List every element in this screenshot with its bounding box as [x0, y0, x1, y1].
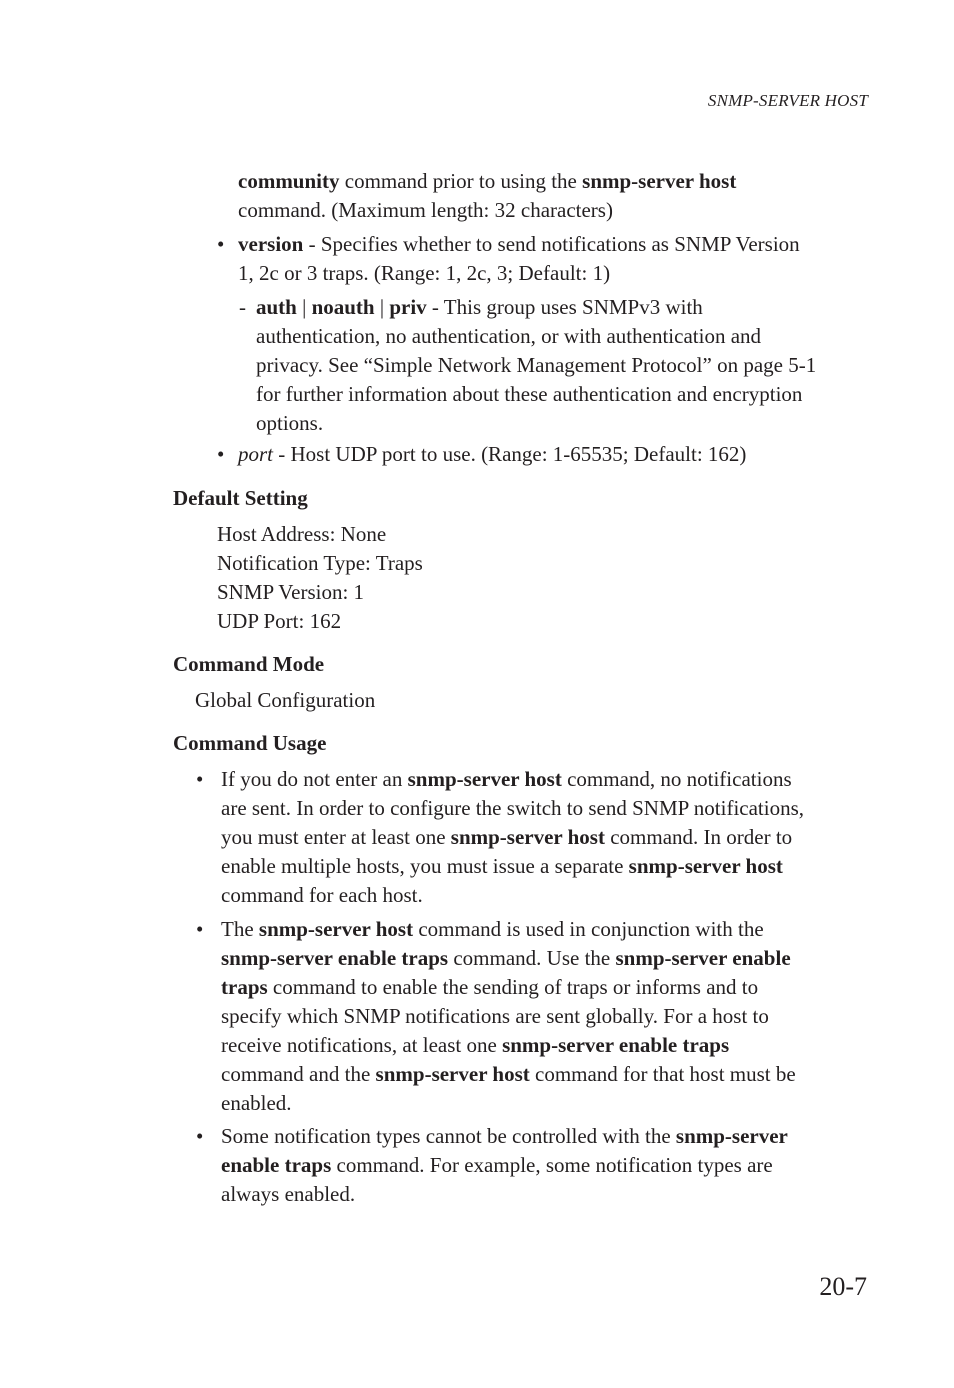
usage-bullet-3 — [221, 1122, 788, 1209]
default-setting-line: UDP Port: 162 — [217, 609, 342, 633]
bold-term: snmp-server host — [628, 854, 783, 878]
running-head: SNMP-SERVER HOST — [707, 91, 868, 110]
text-line: snmp-server enable traps command. Use the snmp-server enable — [221, 946, 791, 970]
default-setting-heading: Default Setting — [173, 486, 308, 510]
text-line: privacy. See “Simple Network Management Protocol” on page 5-1 — [256, 353, 817, 377]
text-line: auth | noauth | priv - This group uses SNMPv3 with — [256, 295, 703, 319]
bold-term: enable traps — [221, 1153, 332, 1177]
text-line: command. (Maximum length: 32 characters) — [238, 198, 613, 222]
bold-term: noauth — [311, 295, 375, 319]
bullet-glyph: • — [217, 442, 225, 466]
text-line: are sent. In order to configure the switch to send SNMP notifications, — [221, 796, 805, 820]
port-description — [238, 440, 746, 469]
text-line: Some notification types cannot be controlled with the snmp-server — [221, 1124, 788, 1148]
default-setting-values — [217, 520, 423, 636]
bold-term: snmp-server enable traps — [502, 1033, 730, 1057]
default-setting-line: Host Address: None — [217, 522, 387, 546]
bold-term: snmp-server host — [450, 825, 605, 849]
bold-term: snmp-server host — [375, 1062, 530, 1086]
bold-term: traps — [221, 975, 268, 999]
text-line: options. — [256, 411, 324, 435]
command-mode-heading: Command Mode — [173, 652, 325, 676]
text-line: enable traps command. For example, some notification types are — [221, 1153, 773, 1177]
text-line: you must enter at least one snmp-server host command. In order to — [221, 825, 793, 849]
dash-glyph: - — [239, 295, 246, 319]
text-line: enabled. — [221, 1091, 292, 1115]
usage-bullet-2 — [221, 915, 796, 1118]
text-line: always enabled. — [221, 1182, 356, 1206]
text-line: receive notifications, at least one snmp-server enable traps — [221, 1033, 730, 1057]
text-line: specify which SNMP notifications are sent globally. For a host to — [221, 1004, 769, 1028]
community-description — [238, 167, 736, 225]
bold-term: snmp-server host — [582, 169, 737, 193]
version-description — [238, 230, 800, 288]
command-mode-value: Global Configuration — [195, 688, 376, 712]
page-number: 20-7 — [819, 1272, 867, 1301]
command-usage-heading: Command Usage — [173, 731, 327, 755]
text-line: enable multiple hosts, you must issue a separate snmp-server host — [221, 854, 783, 878]
bullet-glyph: • — [196, 1124, 204, 1148]
text-line: command and the snmp-server host command for that host must be — [221, 1062, 796, 1086]
bold-term: snmp-server enable — [615, 946, 791, 970]
bold-term: priv — [389, 295, 427, 319]
usage-bullet-1 — [221, 765, 804, 910]
auth-description — [256, 293, 816, 438]
default-setting-line: Notification Type: Traps — [217, 551, 423, 575]
bold-term: version — [238, 232, 304, 256]
text-line: for further information about these authentication and encryption — [256, 382, 803, 406]
italic-term: port — [238, 442, 274, 466]
bullet-glyph: • — [196, 767, 204, 791]
text-line: traps command to enable the sending of traps or informs and to — [221, 975, 759, 999]
bold-term: snmp-server host — [407, 767, 562, 791]
bold-term: snmp-server enable traps — [221, 946, 449, 970]
text-line: If you do not enter an snmp-server host command, no notifications — [221, 767, 792, 791]
bullet-glyph: • — [217, 232, 225, 256]
text-line: community command prior to using the snmp-server host — [238, 169, 737, 193]
bold-term: snmp-server host — [258, 917, 414, 941]
bold-term: snmp-server — [675, 1124, 788, 1148]
text-line: port - Host UDP port to use. (Range: 1-65535; Default: 162) — [238, 442, 747, 466]
text-line: The snmp-server host command is used in conjunction with the — [221, 917, 764, 941]
text-line: version - Specifies whether to send notifications as SNMP Version — [238, 232, 800, 256]
bullet-glyph: • — [196, 917, 204, 941]
default-setting-line: SNMP Version: 1 — [217, 580, 365, 604]
text-line: 1, 2c or 3 traps. (Range: 1, 2c, 3; Default: 1) — [238, 261, 611, 285]
text-line: command for each host. — [221, 883, 423, 907]
text-line: authentication, no authentication, or with authentication and — [256, 324, 762, 348]
bold-term: auth — [256, 295, 297, 319]
bold-term: community — [238, 169, 340, 193]
